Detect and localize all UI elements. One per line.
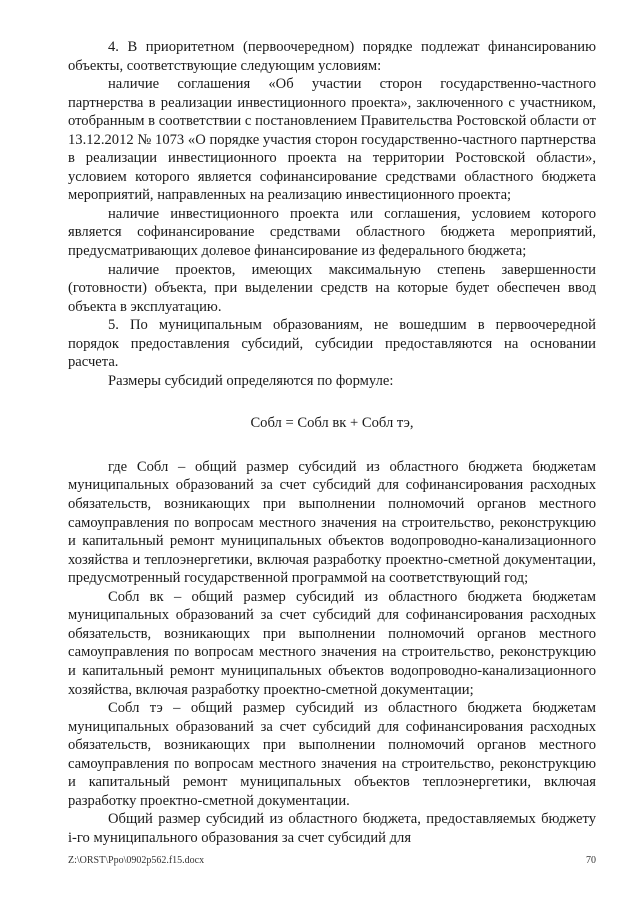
footer-page-number: 70 (586, 855, 596, 866)
definition-heat-subsidy: Собл тэ – общий размер субсидий из областного бюджета бюджетам муниципальных образований за счет субсидий для софинансирования расходных обязательств, возникающих при выполнении полномочий органов местного самоуправления по вопросам местного значения на строительство, реконструкцию и капитальный ремонт муниципальных объектов теплоэнергетики, включая разработку проектно-сметной документации. (68, 700, 596, 809)
definition-total-subsidy: где Собл – общий размер субсидий из областного бюджета бюджетам муниципальных образований за счет субсидий для софинансирования расходных обязательств, возникающих при выполнении полномочий органов местного самоуправления по вопросам местного значения на строительство, реконструкцию и капитальный ремонт муниципальных объектов водопроводно-канализационного хозяйства и теплоэнергетики, включая разработку проектно-сметной документации, предусмотренный государственной программой на соответствующий год; (68, 458, 596, 587)
paragraph-completeness-condition: наличие проектов, имеющих максимальную степень завершенности (готовности) объекта, при выделении средств на которые будет обеспечен ввод объекта в эксплуатацию. (68, 261, 596, 315)
paragraph-calculation-clause: 5. По муниципальным образованиям, не вошедшим в первоочередной порядок предоставления субсидий, субсидии предоставляются на основании расчета. (68, 317, 596, 371)
paragraph-formula-intro: Размеры субсидий определяются по формуле: (108, 372, 394, 389)
document-page (68, 38, 596, 847)
subsidy-formula: Собл = Собл вк + Собл тэ, (250, 415, 414, 432)
paragraph-municipal-subsidy: Общий размер субсидий из областного бюджета, предоставляемых бюджету i-го муниципального образования за счет субсидий для (68, 811, 596, 846)
paragraph-priority-clause: 4. В приоритетном (первоочередном) порядке подлежат финансированию объекты, соответствующие следующим условиям: (68, 39, 596, 74)
footer-file-path: Z:\ORST\Ppo\0902p562.f15.docx (68, 855, 205, 866)
definition-water-subsidy: Собл вк – общий размер субсидий из областного бюджета бюджетам муниципальных образований за счет субсидий для софинансирования расходных обязательств, возникающих при выполнении полномочий органов местного самоуправления по вопросам местного значения на строительство, реконструкцию и капитальный ремонт муниципальных объектов водопроводно-канализационного хозяйства, включая разработку проектно-сметной документации; (68, 588, 596, 698)
paragraph-investment-condition: наличие инвестиционного проекта или соглашения, условием которого является софинансирование средствами областного бюджета мероприятий, предусматривающих долевое финансирование из федерального бюджета; (68, 205, 596, 260)
paragraph-agreement-condition: наличие соглашения «Об участии сторон государственно-частного партнерства в реализации инвестиционного проекта», заключенного с участником, отобранным в соответствии с постановлением Правительства Ростовской области от 13.12.2012 № 1073 «О порядке участия сторон государственно-частного партнерства в реализации инвестиционного проекта на территории Ростовской области», условием которого является софинансирование средствами областного бюджета мероприятий, направленных на реализацию инвестиционного проекта; (68, 76, 596, 204)
